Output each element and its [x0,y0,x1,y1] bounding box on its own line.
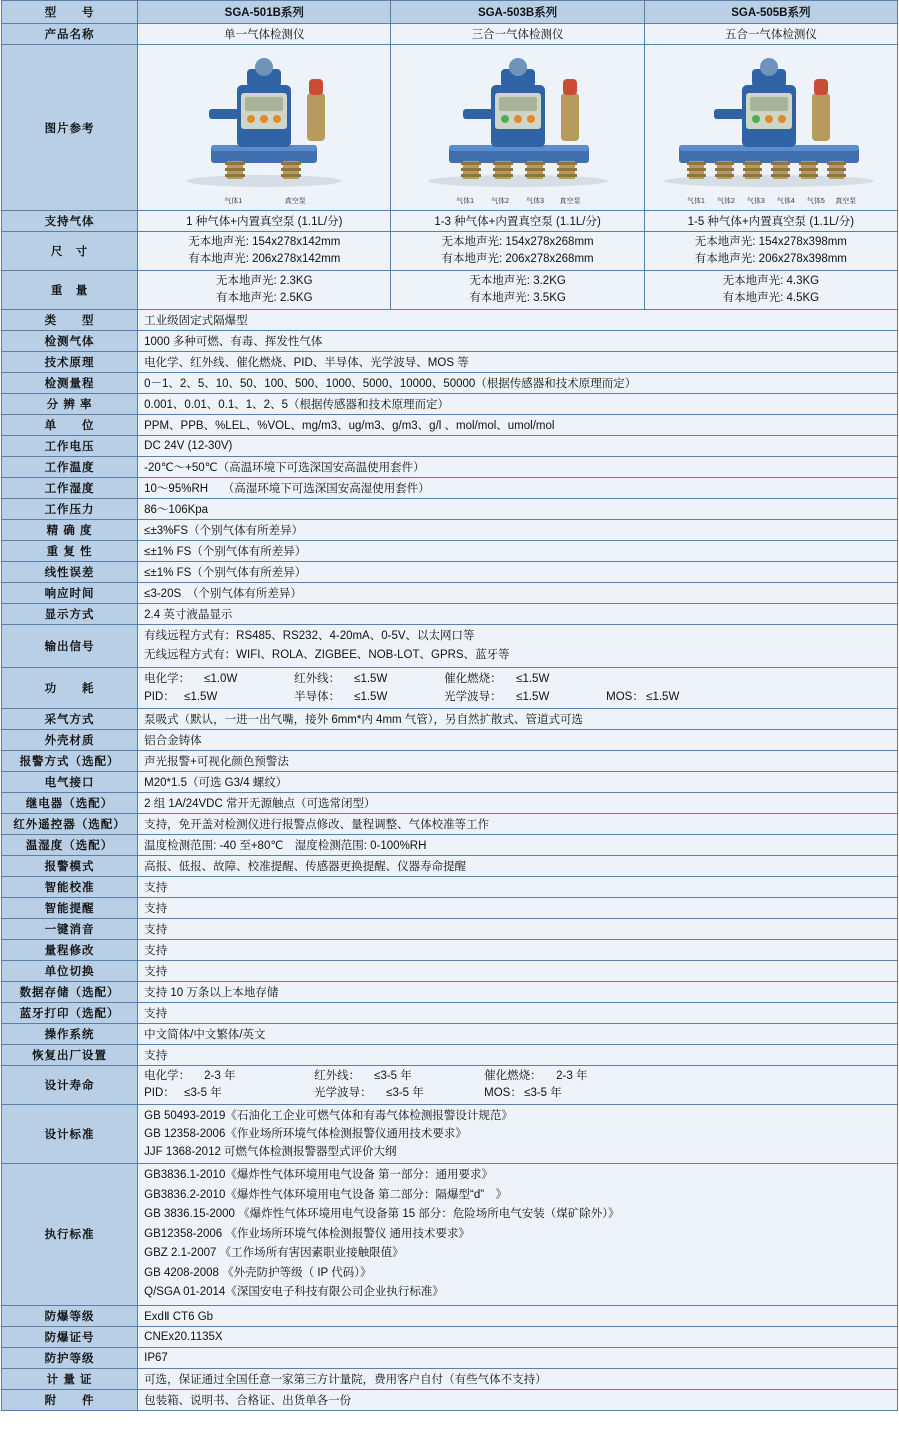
device-illustration-1 [149,49,379,191]
product-image-505b [644,45,897,211]
table-row-accessories [2,1389,898,1410]
row-label-bt-print-opt: 蓝牙打印（选配） [2,1003,138,1024]
table-row-voltage [2,436,898,457]
table-row-one-key [2,919,898,940]
row-label-weight: 重 量 [2,271,138,310]
table-row-accuracy [2,520,898,541]
row-label-alarm-mode-opt: 报警方式（选配） [2,751,138,772]
row-label-alarm-mode: 报警模式 [2,856,138,877]
power-line-1: 电化学： ≤1.0W 红外线： ≤1.5W 催化燃烧： ≤1.5W [144,673,550,685]
detect-gas-value: 1000 多种可燃、有毒、挥发性气体 [138,331,898,352]
size-3: 无本地声光: 154x278x398mm 有本地声光: 206x278x398mm [644,232,897,271]
table-row-repeat [2,541,898,562]
product-name-2: 三合一气体检测仪 [391,24,644,45]
meter-cert-value: 可选，保证通过全国任意一家第三方计量院，费用客户自付（有些气体不支持） [138,1368,898,1389]
table-row-pressure [2,499,898,520]
display-value: 2.4 英寸液晶显示 [138,604,898,625]
table-row-range-mod [2,940,898,961]
os-value: 中文简体/中文繁体/英文 [138,1024,898,1045]
resolution-value: 0.001、0.01、0.1、1、2、5（根据传感器和技术原理而定） [138,394,898,415]
temperature-value: -20℃～+50℃（高温环境下可选深国安高温使用套件） [138,457,898,478]
principle-value: 电化学、红外线、催化燃烧、PID、半导体、光学波导、MOS 等 [138,352,898,373]
range-mod-value: 支持 [138,940,898,961]
row-label-unit: 单 位 [2,415,138,436]
row-label-size: 尺 寸 [2,232,138,271]
device-illustration-2 [403,49,633,191]
accessories-value: 包装箱、说明书、合格证、出货单各一份 [138,1389,898,1410]
image-captions-2: 气体1 气体2 气体3 真空泵 [456,198,581,205]
table-row-shell [2,730,898,751]
support-gas-3: 1-5 种气体+内置真空泵 (1.1L/分) [644,211,897,232]
unit-value: PPM、PPB、%LEL、%VOL、mg/m3、ug/m3、g/m3、g/l 、mol/mol、umol/mol [138,415,898,436]
model-505b: SGA-505B系列 [644,1,897,24]
row-label-ip-level: 防护等级 [2,1347,138,1368]
alarm-mode-value: 高报、低报、故障、校准提醒、传感器更换提醒、仪器寿命提醒 [138,856,898,877]
product-image-503b [391,45,644,211]
row-label-accuracy: 精 确 度 [2,520,138,541]
table-row-design-life [2,1066,898,1105]
table-row-range [2,373,898,394]
row-label-range-mod: 量程修改 [2,940,138,961]
table-row-ip-level [2,1347,898,1368]
storage-opt-value: 支持 10 万条以上本地存储 [138,982,898,1003]
table-row-smart-remind [2,898,898,919]
row-label-electrical: 电气接口 [2,772,138,793]
row-label-exec-standard: 执行标准 [2,1164,138,1306]
row-label-sampling: 采气方式 [2,709,138,730]
row-label-model: 型 号 [2,1,138,24]
row-label-smart-remind: 智能提醒 [2,898,138,919]
linear-value: ≤±1% FS（个别气体有所差异） [138,562,898,583]
table-row-resolution [2,394,898,415]
unit-switch-value: 支持 [138,961,898,982]
electrical-value: M20*1.5（可选 G3/4 螺纹） [138,772,898,793]
table-row-unit-switch [2,961,898,982]
row-label-repeat: 重 复 性 [2,541,138,562]
row-label-temperature: 工作温度 [2,457,138,478]
smart-remind-value: 支持 [138,898,898,919]
table-row-support-gas [2,211,898,232]
smart-cal-value: 支持 [138,877,898,898]
image-captions-3: 气体1 气体2 气体3 气体4 气体5 真空泵 [687,198,857,205]
table-row-size [2,232,898,271]
row-label-detect-gas: 检测气体 [2,331,138,352]
table-row-linear [2,562,898,583]
output-value: 有线远程方式有：RS485、RS232、4-20mA、0-5V、以太网口等 无线远程方式有：WIFI、ROLA、ZIGBEE、NOB-LOT、GPRS、蓝牙等 [138,625,898,668]
table-row-principle [2,352,898,373]
power-line-2: PID： ≤1.5W 半导体： ≤1.5W 光学波导： ≤1.5W MOS： ≤1.5W [144,691,680,703]
table-row-ex-level [2,1305,898,1326]
row-label-temp-hum-opt: 温湿度（选配） [2,835,138,856]
table-row-relay [2,793,898,814]
range-value: 0－1、2、5、10、50、100、500、1000、5000、10000、50000（根据传感器和技术原理而定） [138,373,898,394]
product-name-3: 五合一气体检测仪 [644,24,897,45]
row-label-remote: 红外遥控器（选配） [2,814,138,835]
table-row-electrical [2,772,898,793]
table-row-model [2,1,898,24]
row-label-design-standard: 设计标准 [2,1105,138,1164]
weight-1: 无本地声光: 2.3KG 有本地声光: 2.5KG [138,271,391,310]
table-row-response [2,583,898,604]
row-label-product-name: 产品名称 [2,24,138,45]
exec-standard-value: GB3836.1-2010《爆炸性气体环境用电气设备 第一部分：通用要求》 GB3836.2-2010《爆炸性气体环境用电气设备 第二部分：隔爆型“d” 》 GB 3836.15-2000 《爆炸性气体环境用电气设备第 15 部分：危险场所电气安装（煤矿除外）》 GB12358-2006 《作业场所环境气体检测报警仪 通用技术要求》 GBZ 2.1-2007 《工作场所有害因素职业接触限值》 GB 4208-2008 《外壳防护等级（ IP 代码）》 Q/SGA 01-2014《深国安电子科技有限公司企业执行标准》 [138,1164,898,1306]
row-label-type: 类 型 [2,310,138,331]
table-row-factory-reset [2,1045,898,1066]
row-label-image-ref: 图片参考 [2,45,138,211]
table-row-remote [2,814,898,835]
humidity-value: 10～95%RH （高湿环境下可选深国安高湿使用套件） [138,478,898,499]
row-label-relay: 继电器（选配） [2,793,138,814]
temp-hum-opt-value: 温度检测范围: -40 至+80℃ 湿度检测范围: 0-100%RH [138,835,898,856]
bt-print-opt-value: 支持 [138,1003,898,1024]
table-row-weight [2,271,898,310]
row-label-pressure: 工作压力 [2,499,138,520]
table-row-temp-hum-opt [2,835,898,856]
row-label-shell: 外壳材质 [2,730,138,751]
row-label-ex-level: 防爆等级 [2,1305,138,1326]
row-label-design-life: 设计寿命 [2,1066,138,1105]
row-label-linear: 线性误差 [2,562,138,583]
design-life-line-1: 电化学： 2-3 年 红外线： ≤3-5 年 催化燃烧： 2-3 年 [144,1070,588,1082]
table-row-ex-cert [2,1326,898,1347]
power-value [138,668,898,709]
pressure-value: 86～106Kpa [138,499,898,520]
table-row-smart-cal [2,877,898,898]
row-label-display: 显示方式 [2,604,138,625]
table-row-meter-cert [2,1368,898,1389]
shell-value: 铝合金铸体 [138,730,898,751]
row-label-os: 操作系统 [2,1024,138,1045]
row-label-humidity: 工作湿度 [2,478,138,499]
row-label-voltage: 工作电压 [2,436,138,457]
one-key-value: 支持 [138,919,898,940]
relay-value: 2 组 1A/24VDC 常开无源触点（可选常闭型） [138,793,898,814]
design-standard-value: GB 50493-2019《石油化工企业可燃气体和有毒气体检测报警设计规范》 GB 12358-2006《作业场所环境气体检测报警仪通用技术要求》 JJF 1368-2012 可燃气体检测报警器型式评价大纲 [138,1105,898,1164]
design-life-line-2: PID： ≤3-5 年 光学波导： ≤3-5 年 MOS： ≤3-5 年 [144,1087,562,1099]
row-label-storage-opt: 数据存储（选配） [2,982,138,1003]
row-label-power: 功 耗 [2,668,138,709]
table-row-unit [2,415,898,436]
row-label-principle: 技术原理 [2,352,138,373]
ex-level-value: ExdⅡ CT6 Gb [138,1305,898,1326]
table-row-alarm-mode-opt [2,751,898,772]
row-label-resolution: 分 辨 率 [2,394,138,415]
model-501b: SGA-501B系列 [138,1,391,24]
ip-level-value: IP67 [138,1347,898,1368]
model-503b: SGA-503B系列 [391,1,644,24]
accuracy-value: ≤±3%FS（个别气体有所差异） [138,520,898,541]
table-row-type [2,310,898,331]
table-row-power [2,668,898,709]
table-row-product-name [2,24,898,45]
table-row-sampling [2,709,898,730]
size-1: 无本地声光: 154x278x142mm 有本地声光: 206x278x142mm [138,232,391,271]
row-label-one-key: 一键消音 [2,919,138,940]
alarm-mode-opt-value: 声光报警+可视化颜色预警法 [138,751,898,772]
row-label-factory-reset: 恢复出厂设置 [2,1045,138,1066]
spec-table [1,0,898,1411]
size-2: 无本地声光: 154x278x268mm 有本地声光: 206x278x268mm [391,232,644,271]
ex-cert-value: CNEx20.1135X [138,1326,898,1347]
row-label-unit-switch: 单位切换 [2,961,138,982]
table-row-exec-standard [2,1164,898,1306]
table-row-os [2,1024,898,1045]
response-value: ≤3-20S （个别气体有所差异） [138,583,898,604]
type-value: 工业级固定式隔爆型 [138,310,898,331]
table-row-detect-gas [2,331,898,352]
factory-reset-value: 支持 [138,1045,898,1066]
image-captions-1: 气体1 真空泵 [224,198,306,205]
support-gas-2: 1-3 种气体+内置真空泵 (1.1L/分) [391,211,644,232]
remote-value: 支持，免开盖对检测仪进行报警点修改、量程调整、气体校准等工作 [138,814,898,835]
row-label-support-gas: 支持气体 [2,211,138,232]
table-row-display [2,604,898,625]
row-label-smart-cal: 智能校准 [2,877,138,898]
design-life-value [138,1066,898,1105]
row-label-response: 响应时间 [2,583,138,604]
table-row-alarm-mode [2,856,898,877]
table-row-bt-print-opt [2,1003,898,1024]
support-gas-1: 1 种气体+内置真空泵 (1.1L/分) [138,211,391,232]
row-label-range: 检测量程 [2,373,138,394]
repeat-value: ≤±1% FS（个别气体有所差异） [138,541,898,562]
row-label-meter-cert: 计 量 证 [2,1368,138,1389]
weight-2: 无本地声光: 3.2KG 有本地声光: 3.5KG [391,271,644,310]
table-row-humidity [2,478,898,499]
weight-3: 无本地声光: 4.3KG 有本地声光: 4.5KG [644,271,897,310]
table-row-output [2,625,898,668]
voltage-value: DC 24V (12-30V) [138,436,898,457]
product-image-501b [138,45,391,211]
table-row-storage-opt [2,982,898,1003]
device-illustration-3 [651,49,891,191]
table-row-design-standard [2,1105,898,1164]
product-name-1: 单一气体检测仪 [138,24,391,45]
row-label-accessories: 附 件 [2,1389,138,1410]
table-row-image-ref [2,45,898,211]
table-row-temperature [2,457,898,478]
row-label-output: 输出信号 [2,625,138,668]
row-label-ex-cert: 防爆证号 [2,1326,138,1347]
sampling-value: 泵吸式（默认，一进一出气嘴，接外 6mm*内 4mm 气管），另自然扩散式、管道式可选 [138,709,898,730]
